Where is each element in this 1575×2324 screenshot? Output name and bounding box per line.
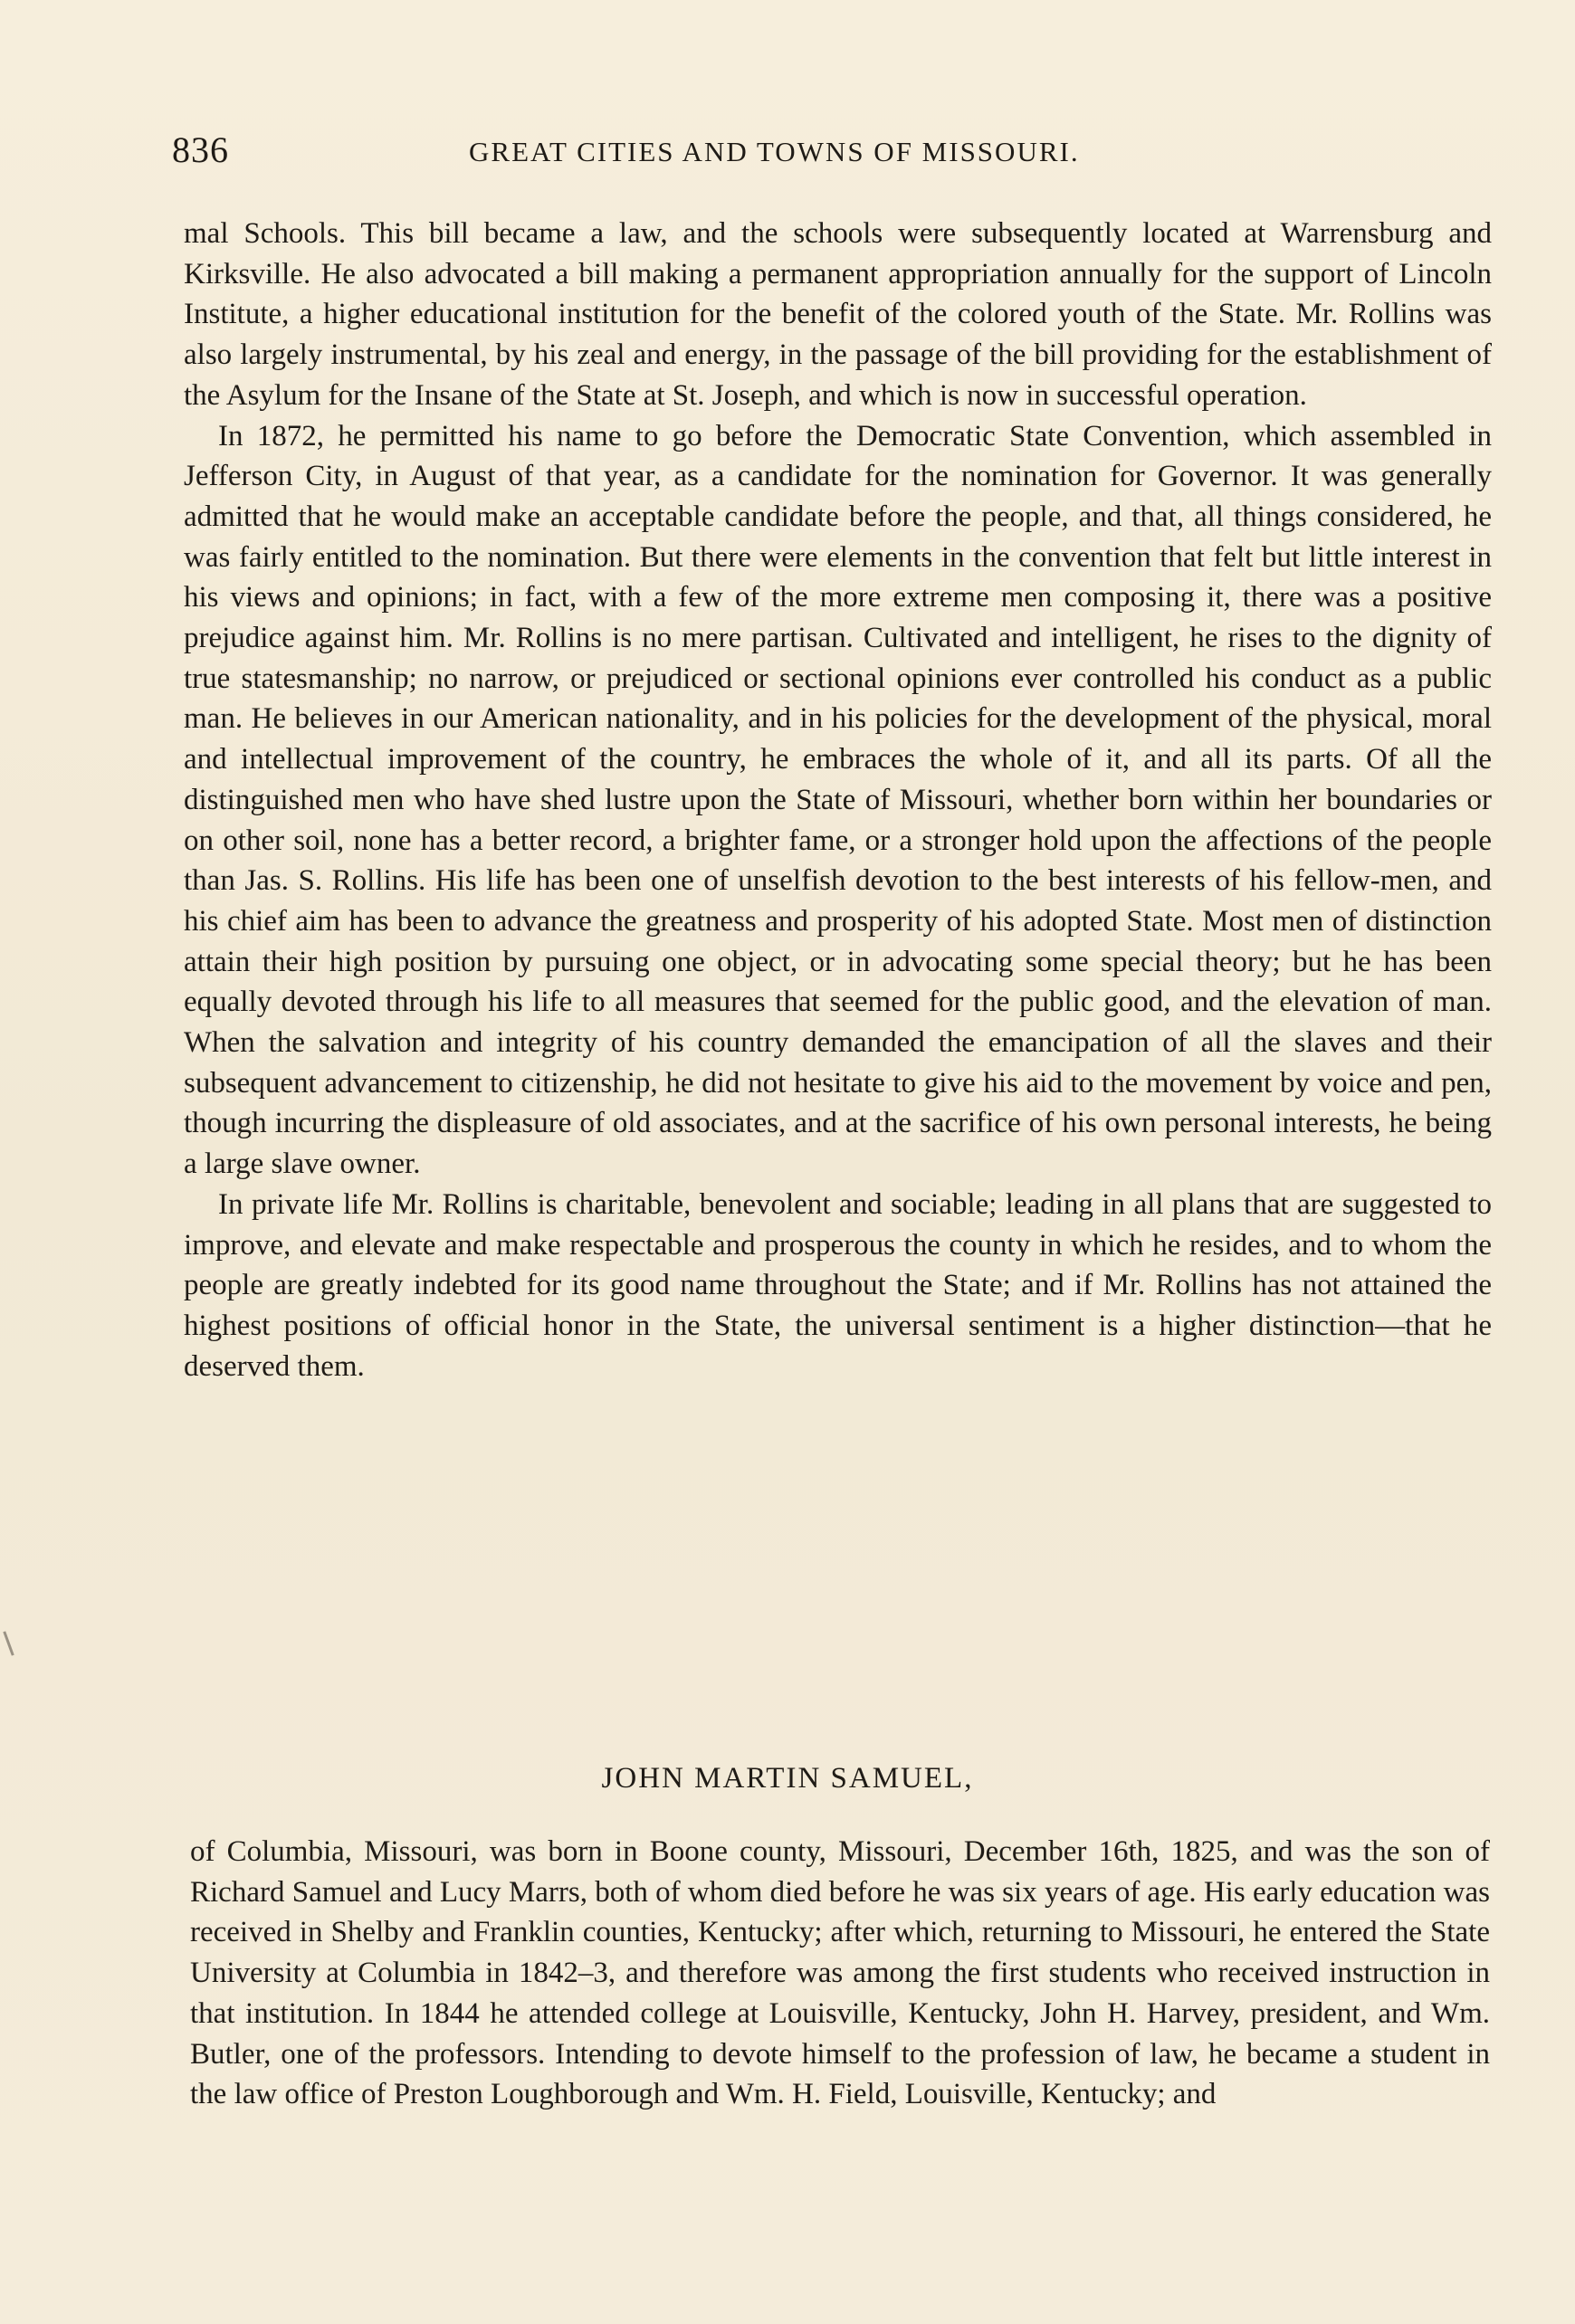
paragraph-continuation: mal Schools. This bill became a law, and the schools were subsequently located at Warrensburg and Kirksville. He also advocated a bill making a permanent appropriation annually for the support of Lincoln Institute, a higher educational institution for the benefit of the colored youth of the State. Mr. Rollins was also largely instrumental, by his zeal and energy, in the passage of the bill providing for the establishment of the Asylum for the Insane of the State at St. Joseph, and which is now in successful operation.	[184, 217, 1492, 412]
section-heading: JOHN MARTIN SAMUEL,	[601, 1762, 974, 1795]
running-head	[172, 129, 1503, 183]
running-title: GREAT CITIES AND TOWNS OF MISSOURI.	[469, 136, 1080, 167]
margin-mark	[3, 1631, 14, 1655]
paragraph-private-life: In private life Mr. Rollins is charitable, benevolent and sociable; leading in all plans that are suggested to improve, and elevate and make respectable and prosperous the county in which he resides, and to whom the people are greatly indebted for its good name throughout the State; and if Mr. Rollins has not attained the highest positions of official honor in the State, the universal sentiment is a higher distinction—that he deserved them.	[184, 1187, 1492, 1383]
body-text	[184, 214, 1492, 1386]
page-number: 836	[172, 129, 229, 170]
paragraph-1872-convention: In 1872, he permitted his name to go before the Democratic State Convention, which assembled in Jefferson City, in August of that year, as a candidate for the nomination for Governor. It was generally admitted that he would make an acceptable candidate before the people, and that, all things considered, he was fairly entitled to the nomination. But there were elements in the convention that felt but little interest in his views and opinions; in fact, with a few of the more extreme men composing it, there was a positive prejudice against him. Mr. Rollins is no mere partisan. Cultivated and intelligent, he rises to the dignity of true statesmanship; no narrow, or prejudiced or sectional opinions ever controlled his conduct as a public man. He believes in our American nationality, and in his policies for the development of the physical, moral and intellectual improvement of the country, he embraces the whole of it, and all its parts. Of all the distinguished men who have shed lustre upon the State of Missouri, whether born within her boundaries or on other soil, none has a better record, a brighter fame, or a stronger hold upon the affections of the people than Jas. S. Rollins. His life has been one of unselfish devotion to the best interests of his fellow-men, and his chief aim has been to advance the greatness and prosperity of his adopted State. Most men of distinction attain their high position by pursuing one object, or in advocating some special theory; but he has been equally devoted through his life to all measures that seemed for the public good, and the elevation of man. When the salvation and integrity of his country demanded the emancipation of all the slaves and their subsequent advancement to citizenship, he did not hesitate to give his aid to the movement by voice and pen, though incurring the displeasure of old associates, and at the sacrifice of his own personal interests, he being a large slave owner.	[184, 419, 1492, 1181]
paragraph-samuel-bio: of Columbia, Missouri, was born in Boone county, Missouri, December 16th, 1825, and was the son of Richard Samuel and Lucy Marrs, both of whom died before he was six years of age. His early education was received in Shelby and Franklin counties, Kentucky; after which, returning to Missouri, he entered the State University at Columbia in 1842–3, and therefore was among the first students who received instruction in that institution. In 1844 he attended college at Louisville, Kentucky, John H. Harvey, president, and Wm. Butler, one of the professors. Intending to devote himself to the profession of law, he became a student in the law office of Preston Loughborough and Wm. H. Field, Louisville, Kentucky; and	[190, 1835, 1490, 2111]
section-body-text	[190, 1832, 1490, 2115]
